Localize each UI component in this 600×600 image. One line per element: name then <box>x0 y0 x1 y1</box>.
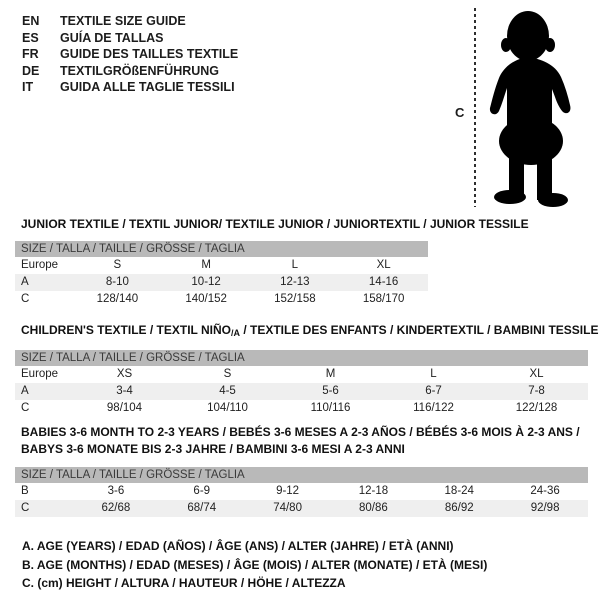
language-row <box>22 13 238 30</box>
table-title-text: BABIES 3-6 MONTH TO 2-3 YEARS / BEBÉS 3-6 MESES A 2-3 AÑOS / BÉBÉS 3-6 MOIS À 2-3 ANS / <box>21 425 580 439</box>
table-cell: 9-12 <box>276 485 300 497</box>
table-title-text: JUNIOR TEXTILE / TEXTIL JUNIOR/ TEXTILE JUNIOR / JUNIORTEXTIL / JUNIOR TESSILE <box>21 217 529 231</box>
table-cell: 8-10 <box>105 276 129 288</box>
table-cell: 3-4 <box>116 385 133 397</box>
table-title <box>15 424 588 458</box>
language-code: ES <box>22 30 39 45</box>
legend-note: C. (cm) HEIGHT / ALTURA / HAUTEUR / HÖHE / ALTEZZA <box>22 576 346 590</box>
table-cell: 116/122 <box>413 402 454 414</box>
table-cell: 122/128 <box>515 402 558 414</box>
legend-note: B. AGE (MONTHS) / EDAD (MESES) / ÂGE (MOIS) / ALTER (MONATE) / ETÀ (MESI) <box>22 557 488 572</box>
table-cell: 12-13 <box>280 276 310 288</box>
height-measure-label: C <box>455 105 465 120</box>
language-guide-title: TEXTILE SIZE GUIDE <box>60 14 186 28</box>
table-cell: S <box>223 368 232 380</box>
table-cell: 5-6 <box>322 385 339 397</box>
language-row <box>22 30 238 47</box>
table-row <box>15 483 588 500</box>
table-title-text: BABYS 3-6 MONATE BIS 2-3 JAHRE / BAMBINI 3-6 MESI A 2-3 ANNI <box>21 442 405 456</box>
table-cell: 18-24 <box>444 485 474 497</box>
legend-notes <box>22 537 487 593</box>
row-label: C <box>21 502 30 514</box>
size-table-babies <box>15 424 588 517</box>
table-cell: 24-36 <box>530 485 560 497</box>
table-cell: 128/140 <box>96 293 139 305</box>
table-cell: 10-12 <box>191 276 221 288</box>
row-label: C <box>21 293 30 305</box>
row-label: C <box>21 402 30 414</box>
table-cell: 152/158 <box>274 293 316 305</box>
table-cell: 110/116 <box>310 402 351 414</box>
table-title-line <box>21 441 588 458</box>
table-row <box>15 257 428 274</box>
table-cell: 6-9 <box>193 485 211 497</box>
table-cell: S <box>113 259 122 271</box>
language-guide-title: GUIDE DES TAILLES TEXTILE <box>60 47 239 61</box>
language-row <box>22 46 238 63</box>
table-title-line <box>21 216 529 233</box>
size-table-children <box>15 322 599 417</box>
table-cell: 62/68 <box>101 502 131 514</box>
table-size-header-bar: SIZE / TALLA / TAILLE / GRÖSSE / TAGLIA <box>15 241 428 257</box>
table-cell: XL <box>376 259 391 271</box>
table-row <box>15 383 588 400</box>
table-cell: M <box>325 368 336 380</box>
table-title-line <box>21 424 588 441</box>
table-cell: 158/170 <box>362 293 405 305</box>
table-row <box>15 500 588 517</box>
table-cell: 4-5 <box>219 385 236 397</box>
table-cell: XS <box>116 368 133 380</box>
table-title-text: CHILDREN'S TEXTILE / TEXTIL NIÑO <box>21 323 231 337</box>
language-guide-title: TEXTILGRÖßENFÜHRUNG <box>60 63 220 78</box>
language-guide-title: GUIDA ALLE TAGLIE TESSILI <box>60 80 235 94</box>
language-code: DE <box>22 63 40 78</box>
table-row <box>15 366 588 383</box>
table-title-text: /A <box>230 328 240 338</box>
language-code: IT <box>22 80 34 94</box>
table-cell: L <box>291 259 299 271</box>
table-cell: 12-18 <box>358 485 389 497</box>
height-measure-dashed-line <box>474 8 476 207</box>
table-row <box>15 274 428 291</box>
table-size-header-bar: SIZE / TALLA / TAILLE / GRÖSSE / TAGLIA <box>15 467 588 483</box>
table-cell: 98/104 <box>106 402 143 414</box>
row-label: A <box>21 385 29 397</box>
row-label: A <box>21 276 29 288</box>
row-label: Europe <box>21 368 59 380</box>
table-cell: M <box>201 259 211 271</box>
table-cell: 80/86 <box>359 502 388 514</box>
table-cell: 6-7 <box>425 385 442 397</box>
table-title <box>15 216 529 233</box>
table-row <box>15 291 428 308</box>
language-guide-title: GUÍA DE TALLAS <box>60 30 164 45</box>
table-row <box>15 400 588 417</box>
language-title-list <box>22 13 238 96</box>
table-title <box>15 322 599 342</box>
table-cell: 3-6 <box>107 485 125 497</box>
table-cell: XL <box>529 368 544 380</box>
table-title-text: / TEXTILE DES ENFANTS / KINDERTEXTIL / BAMBINI TESSILE <box>239 323 599 337</box>
table-cell: 86/92 <box>444 502 474 514</box>
row-label: Europe <box>21 259 59 271</box>
table-cell: 104/110 <box>207 402 248 414</box>
table-cell: 92/98 <box>530 502 560 514</box>
table-cell: L <box>430 368 437 380</box>
size-table-junior <box>15 216 529 308</box>
table-cell: 14-16 <box>368 276 399 288</box>
table-size-header-bar: SIZE / TALLA / TAILLE / GRÖSSE / TAGLIA <box>15 350 588 366</box>
table-title-line <box>21 322 599 342</box>
table-cell: 68/74 <box>187 502 217 514</box>
language-row <box>22 63 238 80</box>
language-row <box>22 79 238 96</box>
language-code: EN <box>22 14 40 28</box>
table-cell: 74/80 <box>273 502 302 514</box>
row-label: B <box>21 485 29 497</box>
language-code: FR <box>22 47 39 61</box>
table-cell: 7-8 <box>528 385 545 397</box>
table-cell: 140/152 <box>185 293 227 305</box>
legend-note: A. AGE (YEARS) / EDAD (AÑOS) / ÂGE (ANS) / ALTER (JAHRE) / ETÀ (ANNI) <box>22 539 454 553</box>
baby-silhouette-icon <box>483 5 595 207</box>
